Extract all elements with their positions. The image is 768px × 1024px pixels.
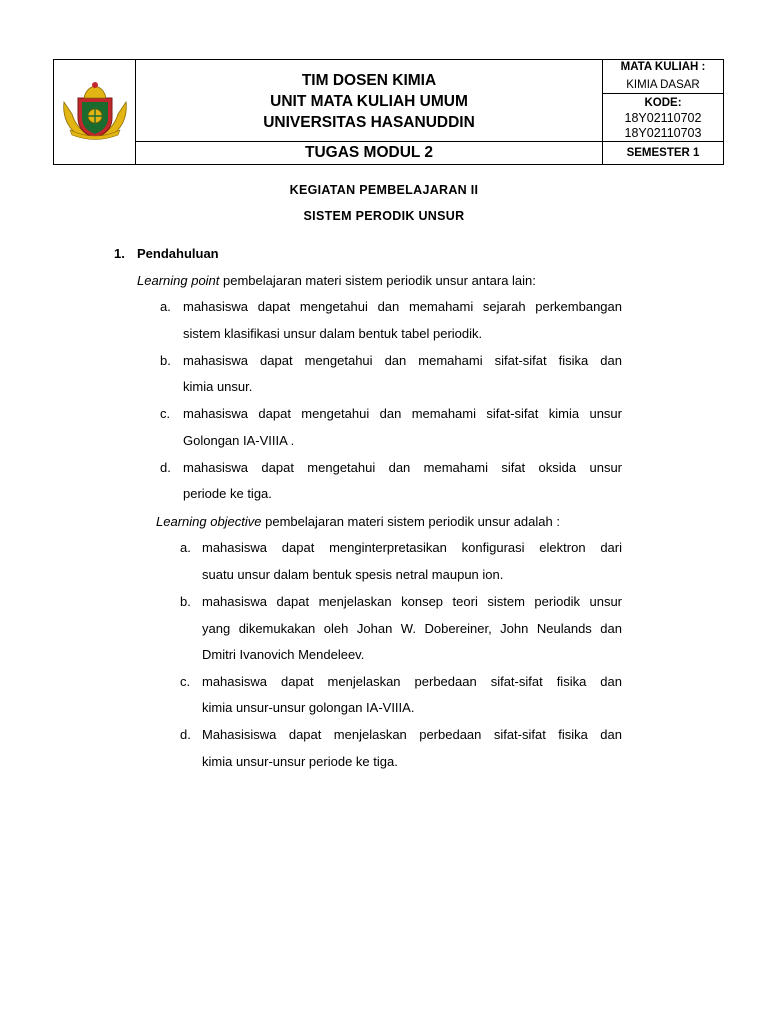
mata-kuliah-value: KIMIA DASAR [603,76,723,94]
section-title: Pendahuluan [137,246,219,261]
subtitle-cell: TUGAS MODUL 2 [136,142,603,164]
lo-a-line2: suatu unsur dalam bentuk spesis netral maupun ion. [202,567,504,582]
kode-value-1: 18Y02110702 [624,111,702,125]
logo-cell [54,60,136,164]
mata-kuliah-label: MATA KULIAH : [620,61,706,73]
lo-marker-c: c. [180,674,191,689]
lp-marker-c: c. [160,406,171,421]
lp-d-line1: mahasiswa dapat mengetahui dan memahami sifat oksida unsur [183,460,622,475]
learning-point-rest: pembelajaran materi sistem periodik unsur antara lain: [219,273,536,288]
lp-b-line2: kimia unsur. [183,379,253,394]
university-crest-icon [60,80,130,142]
title-line-2: UNIT MATA KULIAH UMUM [270,93,468,110]
lo-d-line2: kimia unsur-unsur periode ke tiga. [202,754,398,769]
lp-c-line2: Golongan IA-VIIIA . [183,433,295,448]
learning-point-term: Learning point [137,273,220,288]
lp-a-line2: sistem klasifikasi unsur dalam bentuk tabel periodik. [183,326,483,341]
lp-a-line1: mahasiswa dapat mengetahui dan memahami sejarah perkembangan [183,299,622,314]
lo-marker-b: b. [180,594,191,609]
lo-c-line1: mahasiswa dapat menjelaskan perbedaan sifat-sifat fisika dan [202,674,622,689]
institution-title-cell [136,60,603,142]
course-info-cells [603,60,723,164]
semester-cell: SEMESTER 1 [626,147,700,159]
title-line-3: UNIVERSITAS HASANUDDIN [263,114,475,131]
header-table [53,59,724,165]
lp-marker-d: d. [160,460,171,475]
lo-b-line1: mahasiswa dapat menjelaskan konsep teori sistem periodik unsur [202,594,622,609]
kode-cell [603,94,723,142]
heading-kegiatan: KEGIATAN PEMBELAJARAN II [289,183,479,197]
lo-d-line1: Mahasisiswa dapat menjelaskan perbedaan sifat-sifat fisika dan [202,727,622,742]
lp-b-line1: mahasiswa dapat mengetahui dan memahami sifat-sifat fisika dan [183,353,622,368]
learning-objective-term: Learning objective [156,514,262,529]
lo-b-line2: yang dikemukakan oleh Johan W. Dobereiner, John Neulands dan [202,621,622,636]
lo-b-line3: Dmitri Ivanovich Mendeleev. [202,647,365,662]
lo-a-line1: mahasiswa dapat menginterpretasikan konfigurasi elektron dari [202,540,622,555]
heading-sistem: SISTEM PERODIK UNSUR [303,209,465,223]
kode-label: KODE: [644,97,682,109]
learning-point-intro [137,272,536,289]
lp-d-line2: periode ke tiga. [183,486,272,501]
kode-value-2: 18Y02110703 [624,126,702,140]
learning-objective-rest: pembelajaran materi sistem periodik unsur adalah : [261,514,560,529]
lo-c-line2: kimia unsur-unsur golongan IA-VIIIA. [202,700,415,715]
title-line-1: TIM DOSEN KIMIA [301,72,437,89]
lo-marker-d: d. [180,727,191,742]
lp-c-line1: mahasiswa dapat mengetahui dan memahami sifat-sifat kimia unsur [183,406,622,421]
section-number: 1. [114,246,125,261]
lo-marker-a: a. [180,540,191,555]
learning-objective-intro [156,513,560,530]
lp-marker-a: a. [160,299,171,314]
lp-marker-b: b. [160,353,171,368]
